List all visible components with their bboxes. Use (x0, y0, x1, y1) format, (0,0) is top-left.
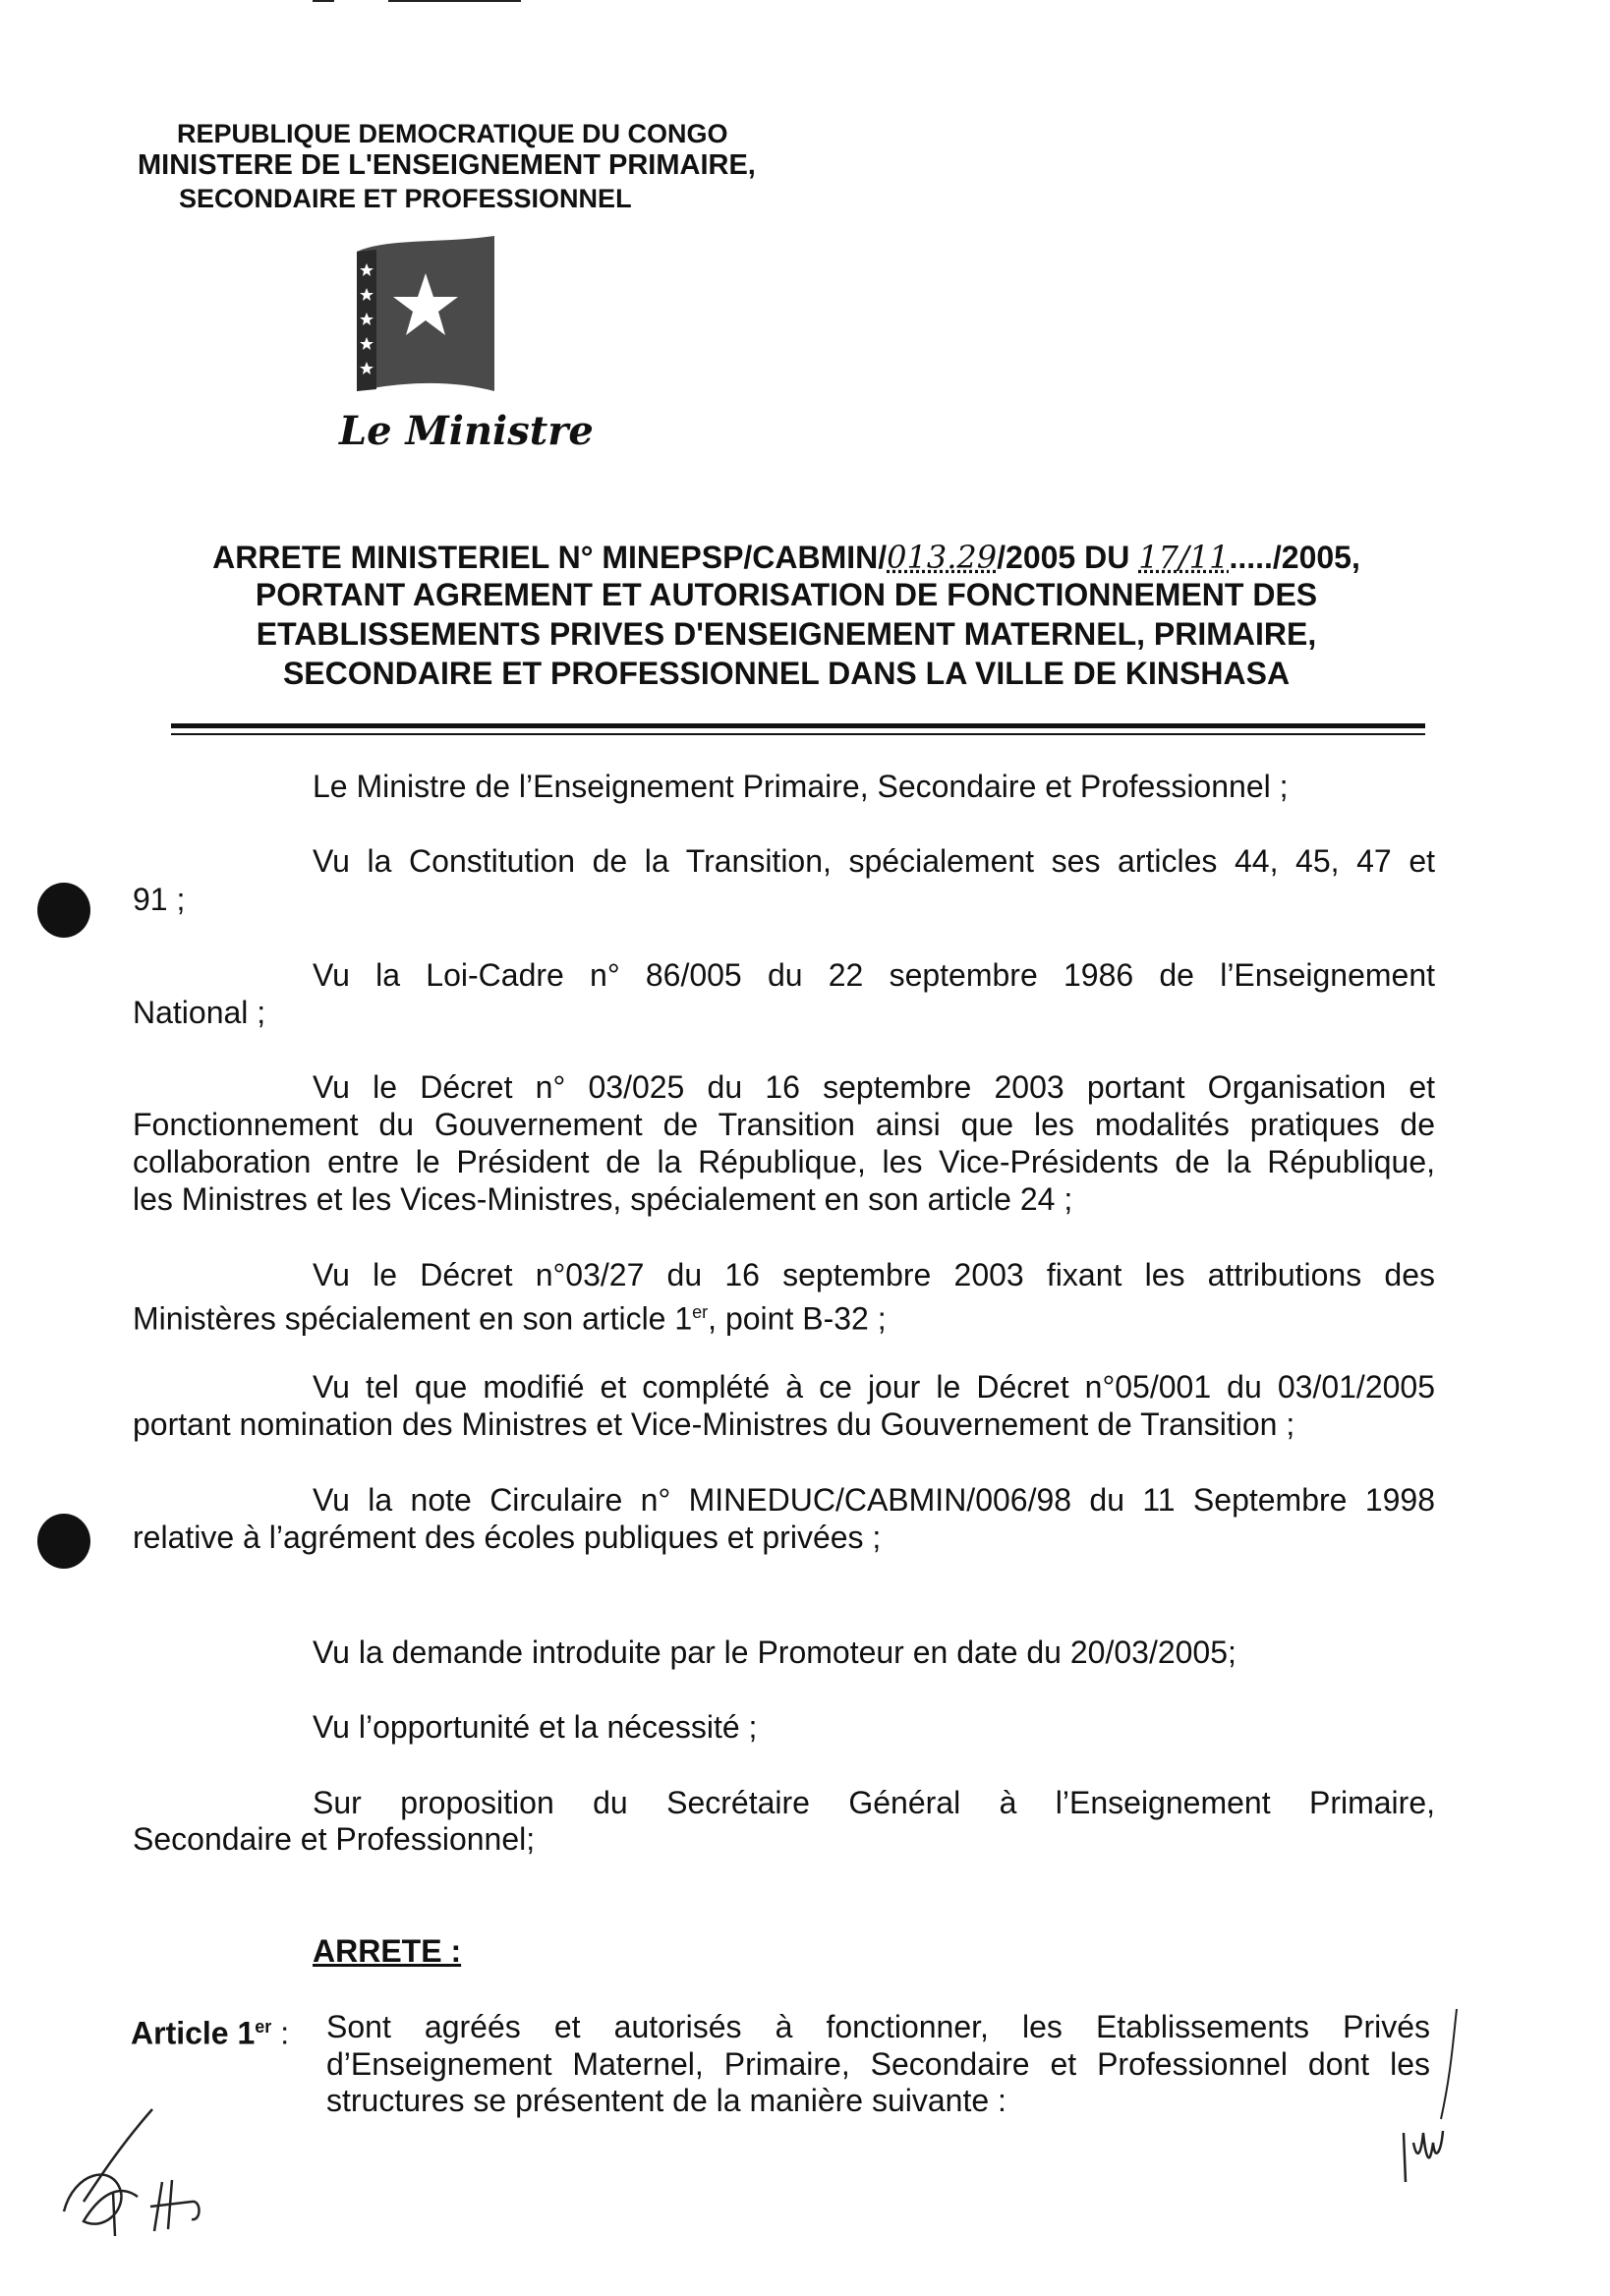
decree-mid: /2005 DU (997, 540, 1139, 575)
article-1-text-l3: structures se présentent de la manière suivante : (326, 2083, 1006, 2118)
decree-prefix: ARRETE MINISTERIEL N° MINEPSP/CABMIN/ (212, 540, 888, 575)
considerant-decret-05-001-cont: portant nomination des Ministres et Vice-Ministres du Gouvernement de Transition ; (133, 1406, 1295, 1442)
considerant-circulaire: Vu la note Circulaire n° MINEDUC/CABMIN/006/98 du 11 Septembre 1998 (313, 1482, 1435, 1518)
considerant-decret-03-025-l3: collaboration entre le Président de la République, les Vice-Présidents de la République, (133, 1144, 1435, 1179)
considerant-decret-03-025-l4: les Ministres et les Vices-Ministres, spécialement en son article 24 ; (133, 1181, 1073, 1217)
considerant-decret-03-025: Vu le Décret n° 03/025 du 16 septembre 2003 portant Organisation et (313, 1069, 1435, 1105)
considerant-constitution: Vu la Constitution de la Transition, spécialement ses articles 44, 45, 47 et (313, 843, 1435, 879)
handwritten-paraphe (1396, 2113, 1455, 2192)
proposition-secretaire: Sur proposition du Secrétaire Général à l’Enseignement Primaire, (313, 1785, 1435, 1820)
considerant-loi-cadre: Vu la Loi-Cadre n° 86/005 du 22 septembre 1986 de l’Enseignement (313, 957, 1435, 993)
considerant-decret-03-27-cont (133, 1293, 887, 1338)
considerant-decret-05-001: Vu tel que modifié et complété à ce jour le Décret n°05/001 du 03/01/2005 (313, 1369, 1435, 1405)
margin-bracket-mark (1435, 2005, 1465, 2123)
article-colon: : (271, 2015, 290, 2051)
decret-03-27-point: , point B-32 ; (708, 1300, 887, 1337)
decret-03-27-text: Ministères spécialement en son article 1 (133, 1300, 693, 1337)
decree-title-line2: PORTANT AGREMENT ET AUTORISATION DE FONCTIONNEMENT DES (255, 577, 1318, 612)
decree-title-line3: ETABLISSEMENTS PRIVES D'ENSEIGNEMENT MATERNEL, PRIMAIRE, (256, 616, 1317, 652)
considerant-decret-03-27: Vu le Décret n°03/27 du 16 septembre 2003 fixant les attributions des (313, 1257, 1435, 1292)
considerant-constitution-cont: 91 ; (133, 882, 186, 917)
scan-mark-line (388, 0, 521, 2)
considerant-loi-cadre-cont: National ; (133, 995, 266, 1030)
article-label-text: Article 1 (131, 2015, 256, 2051)
proposition-secretaire-cont: Secondaire et Professionnel; (133, 1821, 536, 1857)
decree-number: 013.29 (887, 539, 998, 576)
article-1-text-l2: d’Enseignement Maternel, Primaire, Secondaire et Professionnel dont les (326, 2046, 1430, 2082)
decree-title-line1 (147, 539, 1425, 576)
considerant-circulaire-cont: relative à l’agrément des écoles publiques et privées ; (133, 1520, 882, 1555)
flag-emblem-icon (349, 234, 496, 401)
decree-date: 17/11 (1138, 539, 1230, 576)
ministry-name-line2: SECONDAIRE ET PROFESSIONNEL (179, 184, 632, 213)
considerant-opportunite: Vu l’opportunité et la nécessité ; (313, 1709, 758, 1745)
article-1-text-l1: Sont agréés et autorisés à fonctionner, les Etablissements Privés (326, 2009, 1430, 2044)
title-rule-thick (171, 723, 1425, 728)
decree-title-line4: SECONDAIRE ET PROFESSIONNEL DANS LA VILLE DE KINSHASA (282, 656, 1291, 691)
superscript-er: er (692, 1302, 709, 1322)
punch-hole-mark (37, 883, 90, 938)
punch-hole-mark (37, 1514, 90, 1569)
title-rule-thin (171, 733, 1425, 735)
ministry-name-line1: MINISTERE DE L'ENSEIGNEMENT PRIMAIRE, (138, 149, 756, 181)
considerant-decret-03-025-l2: Fonctionnement du Gouvernement de Transition ainsi que les modalités pratiques de (133, 1107, 1435, 1142)
handwritten-initials-signature (44, 2103, 221, 2241)
article-superscript: er (255, 2017, 272, 2037)
republic-name: REPUBLIQUE DEMOCRATIQUE DU CONGO (177, 119, 728, 148)
scan-mark-line (313, 0, 334, 2)
decree-suffix: ...../2005, (1229, 540, 1360, 575)
article-1-label (131, 2008, 289, 2052)
preamble-minister: Le Ministre de l’Enseignement Primaire, Secondaire et Professionnel ; (313, 769, 1289, 804)
considerant-demande: Vu la demande introduite par le Promoteur en date du 20/03/2005; (313, 1635, 1236, 1670)
arrete-heading: ARRETE : (313, 1933, 462, 1969)
minister-signature-title: Le Ministre (339, 408, 594, 454)
